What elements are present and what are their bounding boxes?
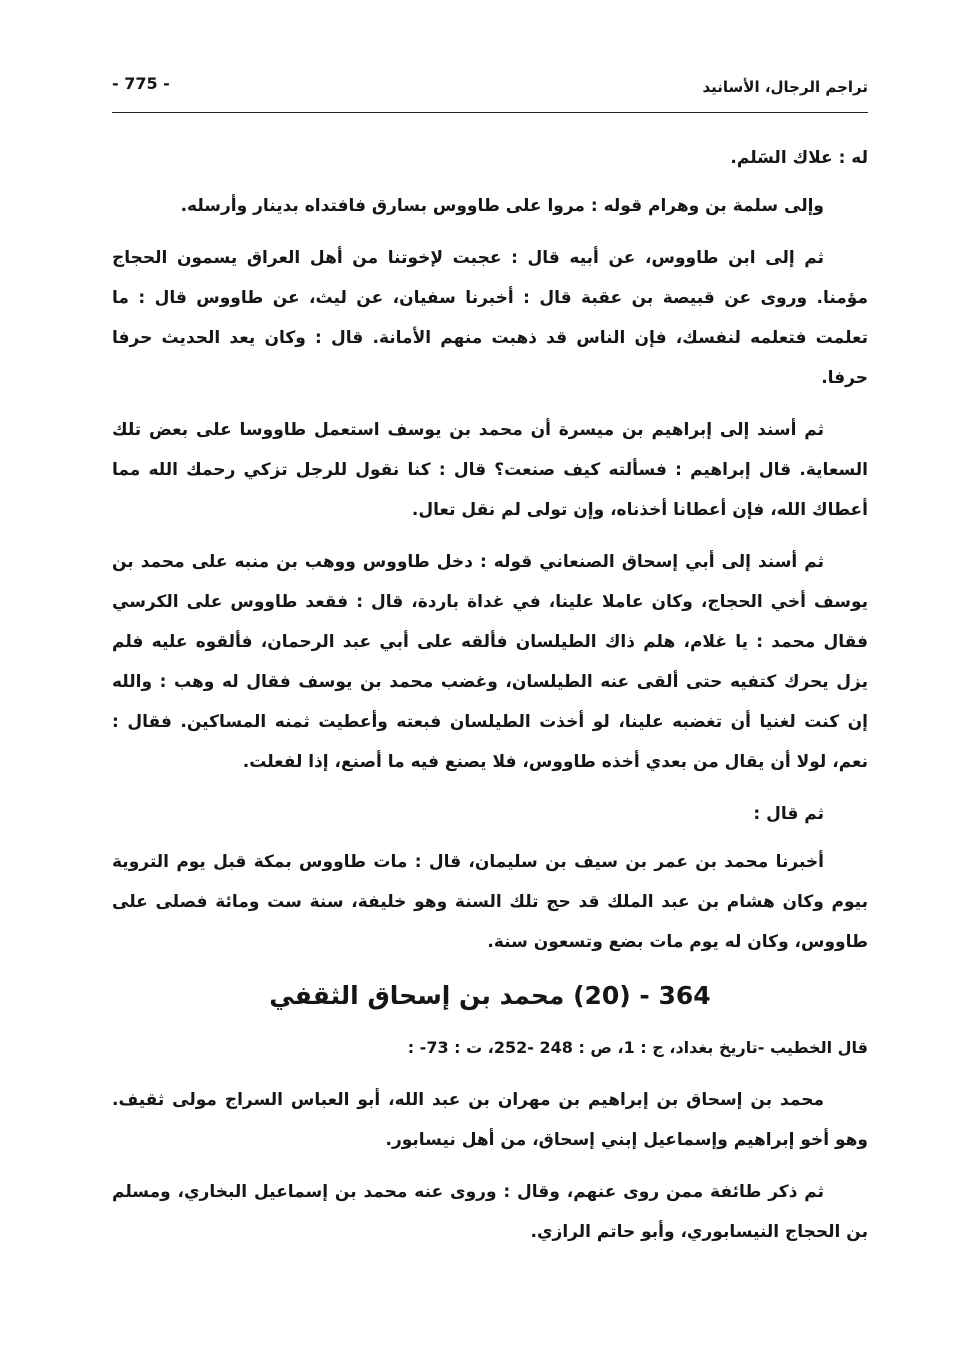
paragraph-4: ثم أسند إلى إبراهيم بن ميسرة أن محمد بن يوسف استعمل طاووسا على بعض تلك السعاية. قال إبراهيم : فسألته كيف صنعت؟ قال : كنا نقول للرجل تزكي رحمك الله مما أعطاك الله، فإن أعطانا أخذناه، وإن تولى لم نقل تعال.	[112, 420, 868, 520]
running-header	[112, 72, 868, 104]
source-citation: قال الخطيب -تاريخ بغداد، ج : 1، ص : 248 -252، ت : 73- :	[407, 1038, 868, 1057]
body-text	[112, 138, 868, 1264]
paragraph-5: ثم أسند إلى أبي إسحاق الصنعاني قوله : دخل طاووس ووهب بن منبه على محمد بن يوسف أخي الحجاج، وكان عاملا علينا، في غداة باردة، قال : فقعد طاووس على الكرسي فقال محمد : يا غلام، هلم ذاك الطيلسان فألقه على أبي عبد الرحمان، فألقوه عليه فلم يزل يحرك كتفيه حتى ألقى عنه الطيلسان، وغضب محمد بن يوسف فقال له وهب : والله إن كنت لغنيا أن تغضبه علينا، لو أخذت الطيلسان فبعته وأعطيت ثمنه المساكين. فقال : نعم، لولا أن يقال من بعدي أخذه طاووس، فلا يصنع فيه ما أصنع، إذا لفعلت.	[112, 552, 868, 772]
section-paragraph-1: محمد بن إسحاق بن إبراهيم بن مهران بن عبد الله، أبو العباس السراج مولى ثقيف. وهو أخو إبراهيم وإسماعيل إبني إسحاق، من أهل نيسابور.	[112, 1090, 868, 1150]
paragraph-1: له : علاك السَلم.	[730, 148, 868, 168]
section-number: 364 - (20)	[573, 981, 711, 1010]
section-paragraph-2: ثم ذكر طائفة ممن روى عنهم، وقال : وروى عنه محمد بن إسماعيل البخاري، ومسلم بن الحجاج النيسابوري، وأبو حاتم الرازي.	[112, 1182, 868, 1242]
header-rule	[112, 112, 868, 113]
paragraph-6: ثم قال :	[753, 804, 824, 824]
page-number: - 775 -	[112, 74, 170, 93]
paragraph-3: ثم إلى ابن طاووس، عن أبيه قال : عجبت لإخوتنا من أهل العراق يسمون الحجاج مؤمنا. وروى عن قبيصة بن عقبة قال : أخبرنا سفيان، عن ليث، عن طاووس قال : ما تعلمت فتعلمه لنفسك، فإن الناس قد ذهبت منهم الأمانة. قال : وكان يعد الحديث حرفا حرفا.	[112, 248, 868, 388]
paragraph-7: أخبرنا محمد بن عمر بن سيف بن سليمان، قال : مات طاووس بمكة قبل يوم التروية بيوم وكان هشام بن عبد الملك قد حج تلك السنة وهو خليفة، سنة ست ومائة فصلى على طاووس، وكان له يوم مات بضع وتسعون سنة.	[112, 852, 868, 952]
paragraph-2: وإلى سلمة بن وهرام قوله : مروا على طاووس بسارق فافتداه بدينار وأرسله.	[180, 196, 824, 216]
section-heading	[112, 974, 868, 1018]
header-title: تراجم الرجال، الأسانيد	[702, 78, 868, 96]
section-title: محمد بن إسحاق الثقفي	[269, 981, 565, 1010]
